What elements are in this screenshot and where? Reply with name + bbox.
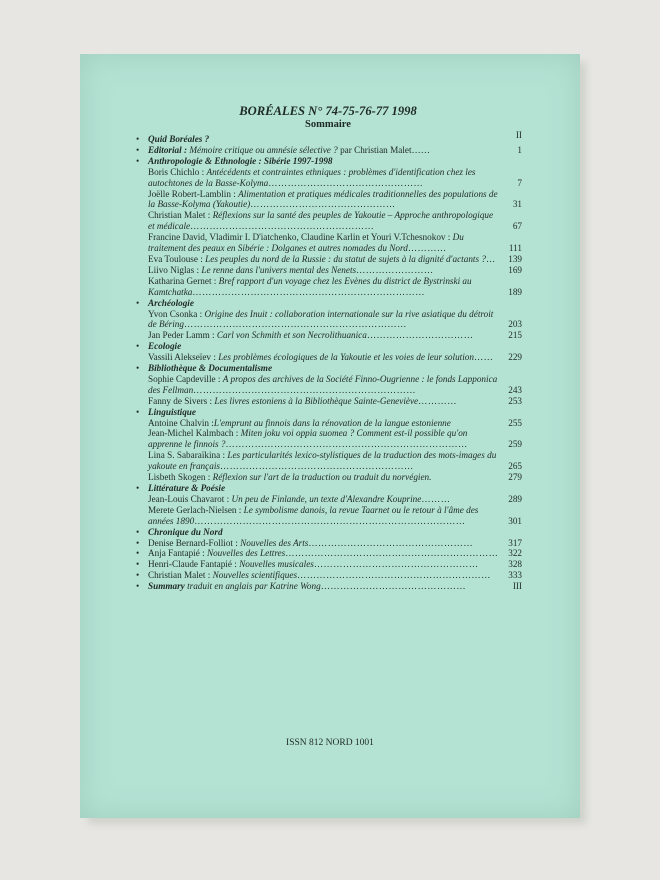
toc-list xyxy=(134,130,522,592)
dot-leader: …… xyxy=(473,352,494,363)
section-title: Archéologie xyxy=(148,297,194,308)
toc-entry xyxy=(134,352,522,363)
dot-leader: ………………………………………… xyxy=(268,177,424,188)
toc-entry xyxy=(134,309,522,331)
entry-author: Anja Fantapié : xyxy=(148,548,207,559)
toc-entry xyxy=(134,232,522,254)
entry-work-title: Carl von Schmith et son Necrolithuanica xyxy=(216,330,367,341)
toc-section-heading xyxy=(134,527,522,538)
page-number: 265 xyxy=(508,461,522,472)
entry-author: Denise Bernard-Folliot : xyxy=(148,537,241,548)
toc-entry xyxy=(134,505,522,527)
entry-author: Eva Toulouse : xyxy=(148,253,206,264)
entry-work-title: Les peuples du nord de la Russie : du statut de sujets à la dignité d'actants ? xyxy=(205,253,486,264)
toc-entry xyxy=(134,570,522,581)
dot-leader: ………………………………………………………………… xyxy=(225,439,468,450)
toc-entry xyxy=(134,276,522,298)
toc-entry xyxy=(134,472,522,483)
page-number: III xyxy=(512,581,522,592)
dot-leader: …………………… xyxy=(356,264,434,275)
table-of-contents xyxy=(134,104,522,592)
entry-work-title: Le renne dans l'univers mental des Nenets xyxy=(201,264,357,275)
toc-entry xyxy=(134,265,522,276)
entry-author: Francine David, Vladimir I. D'iatchenko, Claudine Karlin et Youri V.Tchesnokov : xyxy=(148,232,453,243)
section-title: Littérature & Poésie xyxy=(148,483,226,493)
page-number: 215 xyxy=(508,330,522,341)
entry-author: Merete Gerlach-Nielsen : xyxy=(148,504,244,515)
toc-section-heading xyxy=(134,298,522,309)
toc-section-heading xyxy=(134,483,522,494)
entry-author: Jean-Louis Chavarot : xyxy=(148,493,232,504)
toc-entry xyxy=(134,450,522,472)
entry-title: Quid Boréales ? xyxy=(148,134,210,144)
dot-leader: ……… xyxy=(421,493,451,504)
page-number: 169 xyxy=(508,264,522,275)
page-number: II xyxy=(515,130,522,140)
entry-author: Liivo Niglas : xyxy=(148,264,202,275)
sommaire-heading: Sommaire xyxy=(305,119,351,130)
entry-work-title: Le symbolisme danois, la revue Taarnet ou le retour à l'âme des années 1890 xyxy=(148,504,479,526)
toc-entry xyxy=(134,130,522,145)
dot-leader: ……………………………………………………………… xyxy=(192,286,425,297)
issn-number: ISSN 812 NORD 1001 xyxy=(286,738,374,748)
page-number: 279 xyxy=(508,472,522,483)
dot-leader: ………… xyxy=(418,395,457,406)
entry-author: Antoine Chalvin : xyxy=(148,417,214,428)
page-number: 189 xyxy=(508,286,522,297)
dot-leader: …………………………… xyxy=(366,330,474,341)
entry-work-title: Réflexion sur l'art de la traduction ou traduit du norvégien. xyxy=(212,472,432,483)
entry-author: Katharina Gernet : xyxy=(148,275,219,286)
entry-author: Jean-Michel Kalmbach : xyxy=(148,428,241,439)
toc-entry xyxy=(134,548,522,559)
dot-leader: ………… xyxy=(407,243,447,254)
section-title: Ecologie xyxy=(148,341,182,352)
section-title: Anthropologie & Ethnologie : Sibérie 1997-1998 xyxy=(148,155,333,166)
page-number: 243 xyxy=(508,384,522,395)
entry-work-title: Mémoire critique ou amnésie sélective ? xyxy=(189,144,338,155)
dot-leader: ……………………………………… xyxy=(250,199,396,210)
dot-leader: ………………………………………………………………………… xyxy=(194,515,466,526)
toc-entry xyxy=(134,210,522,232)
entry-author: Vassili Alekseïev : xyxy=(148,352,219,363)
toc-section-heading xyxy=(134,407,522,418)
entry-work-title: Nouvelles scientifiques xyxy=(212,570,298,581)
dot-leader: ………………………………………………… xyxy=(190,221,375,232)
entry-author: Sophie Capdeville : xyxy=(148,373,223,384)
entry-work-title: Les livres estoniens à la Bibliothèque Sainte-Geneviève xyxy=(214,395,419,406)
entry-work-title: traduit en anglais par Katrine Wong xyxy=(184,581,321,592)
entry-author: Christian Malet : xyxy=(148,570,213,581)
entry-author: Joëlle Robert-Lamblin : xyxy=(148,188,239,199)
dot-leader: …………………………………………………………… xyxy=(183,319,407,330)
entry-author: Henri-Claude Fantapié : xyxy=(148,559,240,570)
toc-entry xyxy=(134,418,522,429)
page-number: 1 xyxy=(517,144,522,155)
page-number: 7 xyxy=(517,177,522,188)
page-number: 289 xyxy=(508,493,522,504)
entry-author: Yvon Csonka : xyxy=(148,308,205,319)
dot-leader: … xyxy=(485,253,496,264)
toc-entry xyxy=(134,538,522,549)
journal-title: BORÉALES N° 74-75-76-77 1998 xyxy=(239,104,417,118)
toc-section-heading xyxy=(134,363,522,374)
entry-work-title: Nouvelles musicales xyxy=(239,559,314,570)
entry-work-title: L'emprunt au finnois dans la rénovation de la langue estonienne xyxy=(213,417,451,428)
entry-work-title: Alimentation et pratiques médicales traditionnelles des populations de la Basse-Kolyma (Yakoutie) xyxy=(148,188,498,210)
entry-author: par Christian Malet…… xyxy=(337,144,430,155)
page-number: 322 xyxy=(508,548,522,559)
toc-section-heading xyxy=(134,341,522,352)
toc-entry xyxy=(134,145,522,156)
page-number: 255 xyxy=(508,417,522,428)
page-number: 328 xyxy=(508,559,522,570)
dot-leader: ………………………………………………………… xyxy=(285,548,499,559)
entry-work-title: Les problèmes écologiques de la Yakoutie et les voies de leur solution xyxy=(218,352,474,363)
entry-work-title: Un peu de Finlande, un texte d'Alexandre Kouprine xyxy=(231,493,422,504)
toc-entry xyxy=(134,167,522,189)
entry-work-title: Les particularités lexico-stylistiques de la traduction des mots-images du yakoute en français xyxy=(148,450,497,472)
page-number: 259 xyxy=(508,439,522,450)
page-number: 301 xyxy=(508,515,522,526)
toc-entry xyxy=(134,559,522,570)
entry-work-title: Bref rapport d'un voyage chez les Evènes du district de Bystrinski au Kamtchatka xyxy=(148,275,472,297)
dot-leader: …………………………………………… xyxy=(308,537,474,548)
toc-entry xyxy=(134,189,522,211)
toc-entry xyxy=(134,254,522,265)
section-title: Bibliothèque & Documentalisme xyxy=(148,363,273,374)
toc-entry xyxy=(134,330,522,341)
entry-author: Christian Malet : xyxy=(148,210,213,221)
page-number: 253 xyxy=(508,395,522,406)
entry-work-title: Réflexions sur la santé des peuples de Yakoutie – Approche anthropologique et médicale xyxy=(148,210,494,232)
page-number: 139 xyxy=(508,253,522,264)
entry-work-title: Miten joku voi oppia suomea ? Comment est-il possible qu'on apprenne le finnois ? xyxy=(148,428,468,450)
page-number: 31 xyxy=(512,199,522,210)
section-title: Linguistique xyxy=(148,406,196,417)
entry-author: Jan Peder Lamm : xyxy=(148,330,217,341)
dot-leader: …………………………………………………………… xyxy=(193,384,416,395)
toc-section-heading xyxy=(134,156,522,167)
dot-leader: ……………………………………… xyxy=(320,581,467,592)
entry-author: Fanny de Sivers : xyxy=(148,395,215,406)
entry-work-title: Nouvelles des Arts xyxy=(240,537,309,548)
entry-work-title: Origine des Inuit : collaboration internationale sur la rive asiatique du détroit de Béring xyxy=(148,308,494,330)
entry-work-title: Du traitement des peaux en Sibérie : Dolganes et autres nomades du Nord xyxy=(148,232,464,254)
page-number: 67 xyxy=(512,221,522,232)
page-number: 333 xyxy=(508,570,522,581)
entry-work-title: Antécédents et contraintes ethniques : problèmes d'identification chez les autochtones de la Basse-Kolyma xyxy=(148,166,476,188)
page-number: 203 xyxy=(508,319,522,330)
toc-entry xyxy=(134,428,522,450)
entry-work-title: A propos des archives de la Société Finno-Ougrienne : le fonds Lapponica des Fellman xyxy=(148,373,498,395)
entry-author: Boris Chichlo : xyxy=(148,166,207,177)
section-title: Chronique du Nord xyxy=(148,526,223,537)
dot-leader: …………………………………………………… xyxy=(219,461,414,472)
entry-author: Lisbeth Skogen : xyxy=(148,472,213,483)
page-number: 317 xyxy=(508,537,522,548)
toc-entry xyxy=(134,374,522,396)
toc-entry xyxy=(134,396,522,407)
page-number: 229 xyxy=(508,352,522,363)
entry-work-title: Nouvelles des Lettres xyxy=(206,548,286,559)
toc-entry xyxy=(134,581,522,592)
summary-label: Summary xyxy=(148,581,185,592)
entry-title: Editorial : xyxy=(148,144,190,155)
dot-leader: …………………………………………………… xyxy=(297,570,491,581)
dot-leader: …………………………………………… xyxy=(313,559,479,570)
page-number: 111 xyxy=(508,243,522,254)
entry-author: Lina S. Sabaraïkina : xyxy=(148,450,228,461)
toc-entry xyxy=(134,494,522,505)
